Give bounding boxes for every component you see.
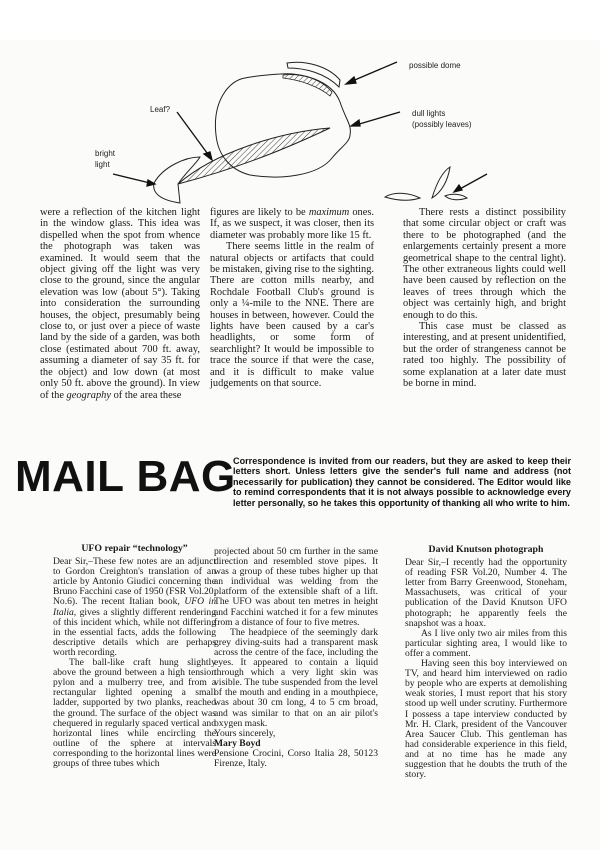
dome-band (283, 75, 332, 96)
article-col2-text-b: ones. If, as we suspect, it was closer, then its diameter was probably more like 15 ft. (210, 207, 375, 241)
page-top-margin (0, 0, 600, 40)
arrow-possible-dome (350, 62, 397, 82)
article-col3-paragraph-1: There rests a distinct possibility that some circular object or craft was there to be photographed (and the enlargements certainly present a more geometrical shape to the central light). The other extraneous lights could well have been caused by reflection on the leaves of trees through which the object was certainly high, and bright enough to do this. (403, 207, 566, 321)
article-col1-italic: geography (66, 389, 111, 401)
label-possible-dome: possible dome (409, 61, 461, 70)
letter-2-paragraph-1: Dear Sir,–I recently had the opportunity of reading FSR Vol.20, Number 4. The letter from Barry Greenwood, Stoneham, Massachusets, was critical of your publication of the David Knutson UFO photograph; he apparently feels the snapshot was a hoax. (405, 557, 567, 629)
letter-1-paragraph-2: The ball-like craft hung slightly above the ground between a high tension pylon and a mulberry tree, and from a rectangular lighted opening a small ladder, supported by two planks, reached the ground. The surface of the object was chequered in regularly spaced vertical and horizontal lines while encircling the outline of the sphere at intervals corresponding to the horizontal lines were groups of three tubes which (53, 657, 216, 769)
label-leaf: Leaf? (150, 105, 171, 114)
article-column-3 (403, 207, 566, 390)
arrowhead-dull-lights (351, 120, 360, 126)
letter-2-paragraph-3: Having seen this boy interviewed on TV, and heard him interviewed on radio by people who are experts at demolishing weak stories, I must report that his story stood up well under scrutiny. Furthermore I possess a tape interview conducted by Mr. H. Clark, president of the Vancouver Area Saucer Club. This gentleman has had considerable experience in this field, and at no time has he made any suggestion that he doubts the truth of the story. (405, 658, 567, 781)
arrow-dull-lights (356, 112, 400, 125)
article-col2-italic: maximum (308, 207, 350, 218)
letter-1-column-1 (53, 544, 216, 769)
arrowhead-small-lights (454, 185, 462, 192)
label-dull-lights: dull lights (412, 109, 446, 118)
letter-1-closing: Yours sincerely, (214, 727, 276, 739)
arrowhead-leaf (204, 152, 212, 160)
letter-1-p1-text-a: Dear Sir,–These few notes are an adjunct to Gordon Creighton's translation of an article by Antonio Giudici concerning the Bruno Facchini case of 1950 (FSR Vol.20, No.6). The recent Italian book, (53, 556, 216, 608)
letter-1-paragraph-3: projected about 50 cm further in the same direction and resembled stove pipes. It was a group of these tubes higher up that an individual was welding from the platform of the extensible shaft of a lift. The UFO was about ten metres in height and Facchini watched it for a few minutes from a distance of four to five metres. (214, 546, 378, 628)
label-possibly-leaves: (possibly leaves) (412, 120, 472, 129)
letter-1-address: Pensione Crocini, Corso Italia 28, 50123 Firenze, Italy. (214, 747, 378, 769)
letter-2-paragraph-2: As I live only two air miles from this particular sighting area, I would like to offer a comment. (405, 627, 567, 659)
article-col1-tail: of the area these (111, 389, 182, 401)
article-col2-text-a: figures are likely to be (210, 207, 309, 218)
article-col2-paragraph-2: There seems little in the realm of natural objects or artifacts that could be mistaken, giving rise to the sighting. There are cotton mills nearby, and Rochdale Football Club's ground is only a ¼-mile to the NNE. There are houses in between, however. Could the lights have been caused by a car's headlights, or some form of searchlight? It would be impossible to trace the source if that were the case, and it is difficult to make value judgements on that source. (210, 241, 374, 390)
letter-1-book-title: UFO in Italia, (53, 596, 216, 618)
ufo-sketch-diagram (0, 40, 600, 210)
label-bright: bright (95, 149, 116, 158)
letter-1-paragraph-4: The headpiece of the seemingly dark grey diving-suits had a transparent mask across the centre of the face, including the eyes. It appeared to contain a liquid through which a very light skin was visible. The tube suspended from the level of the mouth and ending in a mouthpiece, was about 30 cm long, 4 to 5 cm broad, and was similar to that on an air pilot's oxygen mask. (214, 626, 378, 729)
small-light-1 (432, 167, 450, 198)
label-light: light (95, 160, 110, 169)
article-column-2 (210, 207, 374, 390)
article-col3-paragraph-2: This case must be classed as interesting, and at present unidentified, but the order of strangeness cannot be rated too highly. The possibility of some explanation at a later date must be borne in mind. (403, 321, 566, 390)
mail-bag-heading: MAIL BAG (15, 452, 236, 501)
letter-1-p1-text-b: gives a slightly different rendering of this incident which, while not differing in the essential facts, adds the following descriptive details which are perhaps worth recording. (53, 606, 217, 658)
arrowhead-possible-dome (346, 77, 356, 84)
article-column-1 (40, 207, 200, 401)
letter-2-heading: David Knutson photograph (428, 544, 544, 555)
arrow-leaf (177, 112, 210, 157)
mail-bag-intro: Correspondence is invited from our readers, but they are asked to keep their letters short. Unless letters give the sender's full name and address (not necessarily for publication) they cannot be considered. The Editor would like to remind correspondents that it is not always possible to acknowledge every letter personally, so he takes this opportunity of thanking all who write to him. (233, 456, 571, 508)
small-light-3 (445, 194, 467, 199)
letter-1-column-2 (214, 547, 378, 769)
arrow-small-lights (458, 174, 487, 190)
article-col1-paragraph (40, 207, 200, 401)
article-col2-paragraph-1 (210, 207, 374, 241)
article-col1-text: were a reflection of the kitchen light in the window glass. This idea was dispelled when the spot from whence the photograph was taken was examined. It would seem that the object giving off the light was very close to the ground, since the angular elevation was low (about 5°). Taking into consideration the surrounding houses, the object, presumably being close to, or just over a piece of waste land by the side of a garden, was both close (estimated about 700 ft. away, assuming a diameter of say 35 ft. for the object) and low down (at most only 50 ft. above the ground). In view of the (40, 207, 200, 401)
letter-1-signature: Mary Boyd (214, 737, 261, 749)
ufo-sketch-svg (0, 40, 600, 210)
letter-1-paragraph-1 (53, 557, 216, 658)
small-light-2 (385, 193, 420, 200)
letter-2 (405, 545, 567, 780)
letter-1-heading: UFO repair “technology” (81, 543, 188, 554)
arrow-bright-light (113, 174, 150, 183)
